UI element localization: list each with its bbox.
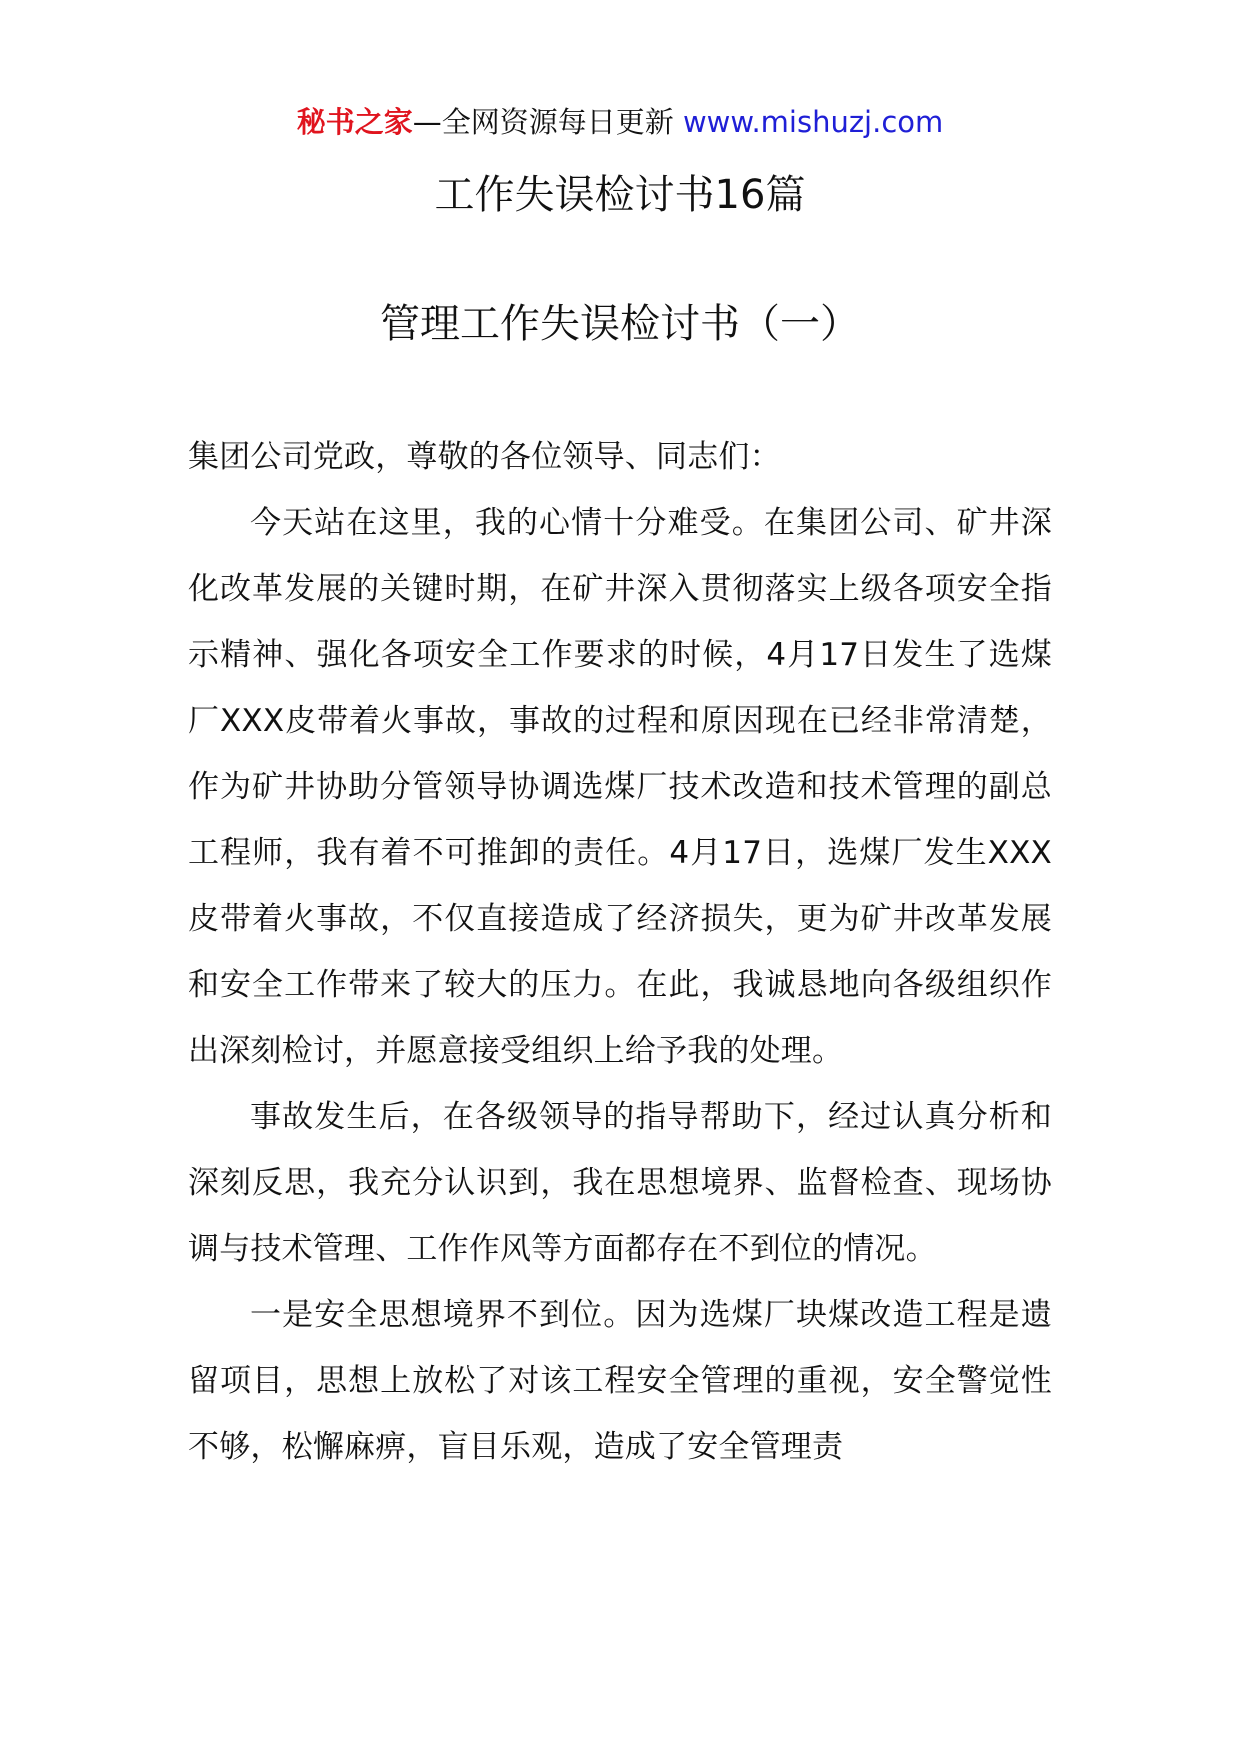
paragraph-1: 今天站在这里，我的心情十分难受。在集团公司、矿井深化改革发展的关键时期，在矿井深入贯彻落实上级各项安全指示精神、强化各项安全工作要求的时候，4月17日发生了选煤厂XXX皮带着火事故，事故的过程和原因现在已经非常清楚，作为矿井协助分管领导协调选煤厂技术改造和技术管理的副总工程师，我有着不可推卸的责任。4月17日，选煤厂发生XXX皮带着火事故，不仅直接造成了经济损失，更为矿井改革发展和安全工作带来了较大的压力。在此，我诚恳地向各级组织作出深刻检讨，并愿意接受组织上给予我的处理。 <box>188 505 1052 1069</box>
site-header <box>0 102 1240 142</box>
document-body <box>188 424 1052 1480</box>
section-title: 管理工作失误检讨书（一） <box>380 301 860 347</box>
document-title: 工作失误检讨书16篇 <box>434 172 806 218</box>
salutation: 集团公司党政，尊敬的各位领导、同志们： <box>188 439 781 475</box>
header-slogan: —全网资源每日更新 <box>412 105 674 139</box>
paragraph-2: 事故发生后，在各级领导的指导帮助下，经过认真分析和深刻反思，我充分认识到，我在思想境界、监督检查、现场协调与技术管理、工作作风等方面都存在不到位的情况。 <box>188 1099 1052 1267</box>
brand-name: 秘书之家 <box>296 105 413 139</box>
paragraph-3: 一是安全思想境界不到位。因为选煤厂块煤改造工程是遗留项目，思想上放松了对该工程安全管理的重视，安全警觉性不够，松懈麻痹，盲目乐观，造成了安全管理责 <box>188 1297 1052 1465</box>
site-url-link[interactable]: www.mishuzj.com <box>682 105 944 139</box>
